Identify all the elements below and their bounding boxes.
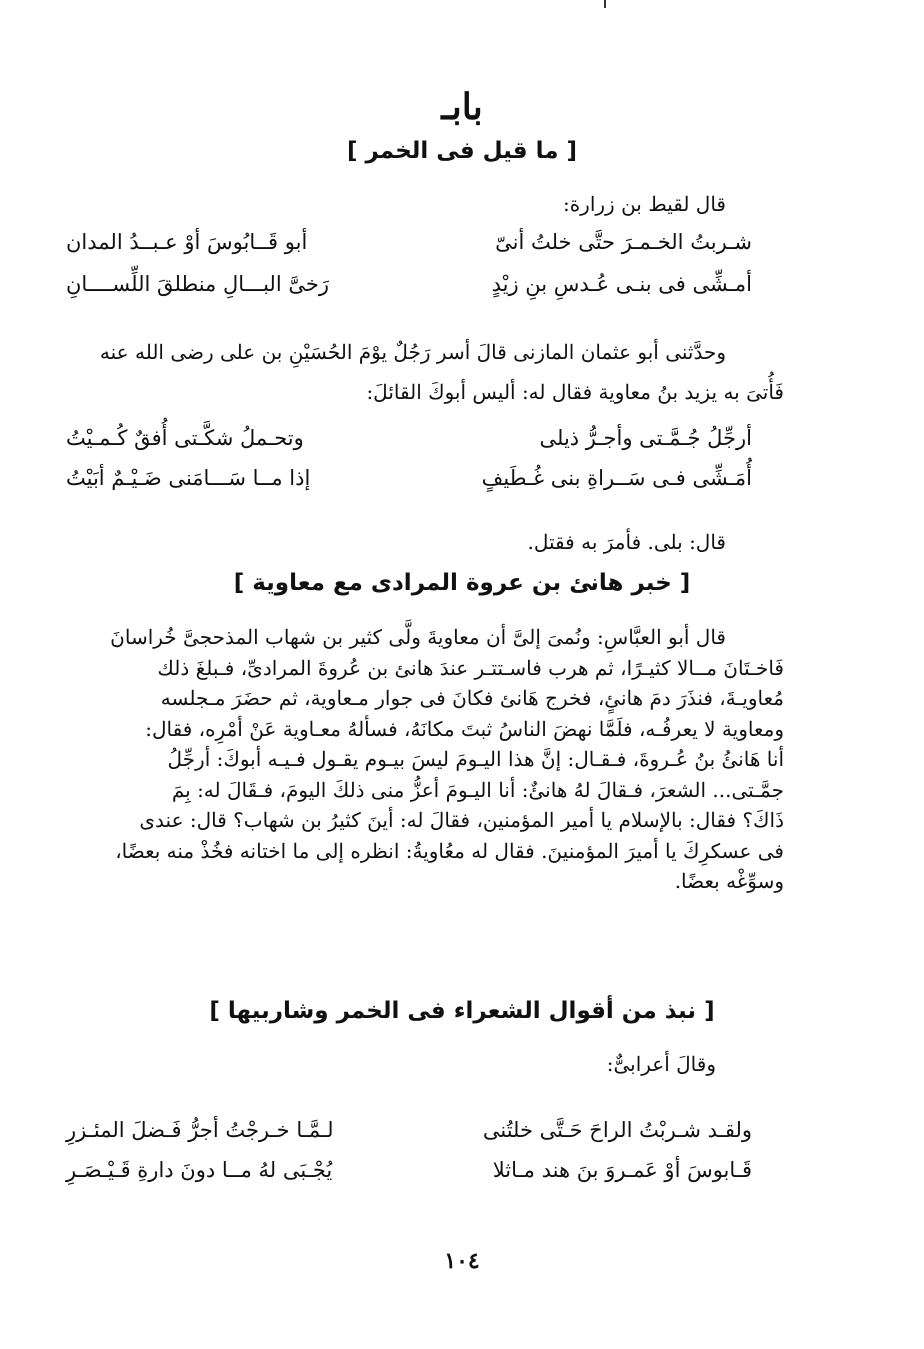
story-line: قال أبو العبَّاسِ: ونُمىَ إلىَّ أن معاويةَ ولَّى كثير بن شهاب المذحجىَّ خُراسانَ xyxy=(110,625,726,649)
para2: قال: بلى. فأمرَ به فقتل. xyxy=(527,530,726,554)
story-line: فى عسكرِكَ يا أميرَ المؤمنينَ. فقال له معُاويةُ: انظره إلى ما اختانه فخُذْ منه بعضًا، xyxy=(115,838,784,863)
poem2-line2-first-hemistich: أُمَـشِّى فـى سَــراةِ بنى غُـطَيفٍ xyxy=(481,466,752,490)
poem1-line1-second-hemistich: أبو قَــابُوسَ أوْ عـبــدُ المدان xyxy=(66,230,308,254)
poem3-line2-second-hemistich: يُجْـبَى لهُ مــا دونَ دارةِ قَـيْـصَـرِ xyxy=(66,1158,333,1182)
intro-bedouin: وقالَ أعرابىٌّ: xyxy=(606,1052,716,1076)
para1-line2: فَأُتىَ به يزيد بنُ معاوية فقال له: أليس أبوكَ القائلَ: xyxy=(366,380,784,404)
poem2-line2-second-hemistich: إذا مــا سَـــامَنى ضَـيْـمٌ أبَيْتُ xyxy=(66,466,311,490)
poem3-line1-second-hemistich: لـمَّـا خـرجْتُ أجرُّ فَـضلَ المئـزرِ xyxy=(66,1118,334,1142)
poem2-line1-second-hemistich: وتحـملُ شكَّـتى أُفقٌ كُـمـيْتُ xyxy=(66,426,304,450)
story-paragraph xyxy=(40,622,784,897)
story-line: وسوِّغْه بعضًا. xyxy=(674,869,784,893)
poem3-line2-first-hemistich: قَـابوسَ أوْ عَمـروَ بنَ هند مـاثلا xyxy=(492,1158,752,1182)
section-title-hani: [ خبر هانئ بن عروة المرادى مع معاوية ] xyxy=(233,570,691,596)
intro-laqit: قال لقيط بن زرارة: xyxy=(562,192,726,216)
story-line: فَاخـتَانَ مــالا كثيـرًا، ثم هرب فاسـتتـر عندَ هانئ بن عُروةَ المرادىِّ، فـبلغَ ذلك xyxy=(157,655,784,680)
poem1-line1-first-hemistich: شـربتُ الخـمـرَ حتَّى خلتُ أنىّ xyxy=(495,230,752,254)
poem2-line1-first-hemistich: أرجِّلُ جُـمَّـتى وأجـرُّ ذيلى xyxy=(539,426,752,450)
scan-mark xyxy=(604,0,606,8)
para1-line1: وحدَّثنى أبو عثمان المازنى قالَ أسر رَجُلٌ يوْمَ الحُسَيْنِ بن على رضى الله عنه xyxy=(99,340,726,364)
chapter-title: بابـ xyxy=(441,86,483,128)
poem1-line2-first-hemistich: أمـشِّى فى بنـى عُـدسِ بنِ زيْدٍ xyxy=(491,272,752,296)
story-line: مُعاويـةَ، فنذَرَ دمَ هانئٍ، فخرج هَانئ فكانَ فى جوار مـعاوية، ثم حضَرَ مـجلسه xyxy=(160,686,784,710)
story-line: ومعاوية لا يعرفُـه، فلَمَّا نهضَ الناسُ ثبتَ مكانَهُ، فسألهُ معـاوية عَنْ أمْرِه، فقال: xyxy=(145,716,784,741)
story-line: أنا هَانئُ بنُ عُـروةَ، فـقـال: إنَّ هذا اليـومَ ليسَ بيـوم يقـول فـيـه أبوكَ: أرجِّلُ xyxy=(167,747,784,771)
poem3-line1-first-hemistich: ولقـد شـربْتُ الراحَ حَـتَّى خلتُنى xyxy=(482,1118,752,1142)
page-number: ١٠٤ xyxy=(444,1248,480,1274)
section-title-poets: [ نبذ من أقوال الشعراء فى الخمر وشاربيها ] xyxy=(209,998,715,1024)
story-line: ذَاكَ؟ فقال: بالإسلام يا أمير المؤمنين، فقالَ له: أينَ كثيرُ بن شهاب؟ قال: عندى xyxy=(139,808,784,832)
poem1-line2-second-hemistich: رَخىَّ البـــالِ منطلقَ اللِّســــانِ xyxy=(66,272,329,296)
section-title-wine: [ ما قيل فى الخمر ] xyxy=(346,138,578,164)
story-line: جمَّـتى... الشعرَ، فـقالَ لهُ هانئٌ: أنا اليـومَ أعزُّ منى ذلكَ اليومَ، فـقَالَ له: بِمَ xyxy=(171,777,784,802)
